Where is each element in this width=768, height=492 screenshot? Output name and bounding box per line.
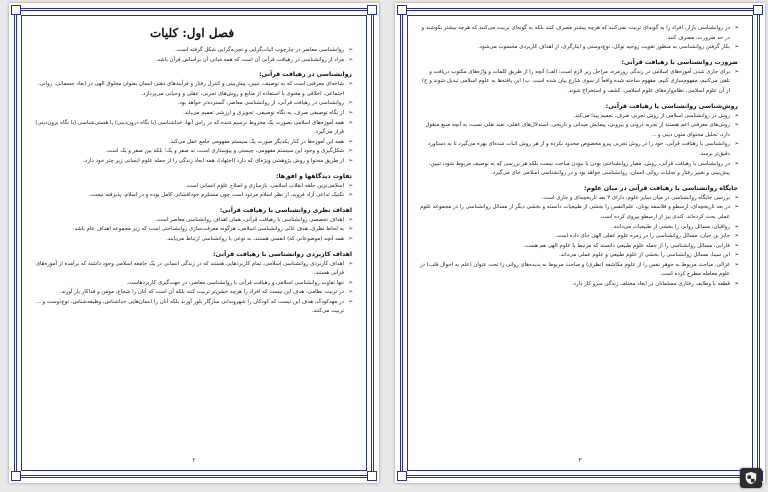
chapter-title: فصل اول: کلیات: [149, 26, 235, 40]
section-heading: جایگاه روانشناسی با رهیافت قرآنی در میان علوم:: [584, 184, 738, 192]
security-shield-icon[interactable]: [740, 468, 762, 488]
list-item: ➢ اهداف کاربردی روانشناسی اسلامی، تمام کاربردهایی هستند که در زندگی انسانی در یک جامعه اسلامی وجود داشته که برآمده از آموزه‌های قرآنی هستند.: [32, 260, 344, 279]
list-item: ➢ ابن سینا، مسائل روانشناسی را بخشی از علوم طبیعی و علوم عملی می‌داند.: [418, 251, 730, 261]
section-list: [32, 80, 352, 166]
list-item: ➢ غزالی، مباحث مربوط به جوهر نفس را از علوم مکاشفه (نظری) و مباحث مربوط به پدیده‌های روانی را تحت عنوان (علم به احوال قلب) در علوم معامله مطرح کرده است.: [418, 261, 730, 280]
list-item: ➢ از نگاه توصیفی صرف، به نگاه توصیفی، تجویزی و ارزشی تعمیم می‌یابد.: [32, 109, 344, 119]
list-item: ➢ شاخه‌ای معرفتی است که به توصیف، تبیین، پیش‌بینی و کنترل رفتار و فرآیندهای ذهنی انسان بعنوان مخلوق الهی در ابعاد جسمانی، روانی، اجتماعی، اخلاقی و معنوی با استفاده از منابع و روش‌های تجربی، عقلی و وحیانی می‌پردازد.: [32, 80, 344, 99]
list-item: ➢ تنها تفاوت روانشناسی اسلامی و رهیافت قرآنی با روانشناسی معاصر، در جهت‌گیری کاربردهاست.: [32, 279, 344, 289]
list-item: ➢ فارابی، مسائل روانشناسی را از جمله علوم طبیعی دانسته که مرتبط با علوم الهی هم هست.: [418, 242, 730, 252]
list-item: ➢ همه آنچه (موضوعاتی که) انفسی هستند، به نوعی با روانشناسی ارتباط می‌یابند.: [32, 235, 344, 245]
page-number: ۳: [578, 457, 582, 464]
intro-list: [32, 46, 352, 65]
section-list: [418, 68, 738, 97]
list-item: ➢ اسلامی‌ترین حلقه انقلاب اسلامی، بازسازی و اصلاح علوم انسانی است.: [32, 182, 344, 192]
page-border: [14, 8, 374, 478]
border-corner-ornament: [11, 471, 21, 481]
shield-glyph: [744, 471, 758, 485]
border-corner-ornament: [11, 5, 21, 15]
page-border: [400, 8, 760, 478]
list-item: ➢ رواقیان، مسائل روانی را بخشی از طبیعیات می‌دانند.: [418, 223, 730, 233]
section-heading: تفاوت دیدگاهها و افق‌ها:: [275, 172, 352, 180]
section-heading: ضرورت روانشناسی با رهیافت قرآنی:: [621, 58, 738, 66]
list-item: ➢ روانشناسی معاصر در چارچوب اثبات‌گرایی و تجربه‌گرایی شکل گرفته است.: [32, 46, 344, 56]
border-corner-ornament: [753, 5, 763, 15]
list-item: ➢ جابر بن حیان، مسائل روانشناسی را در زمره علوم عقلی الهی جای داده است.: [418, 232, 730, 242]
list-item: ➢ به لحاظ نظری، هدف غائی روانشناسی اسلامی، هرگونه معرفت‌سازی روانشناختی است که زیر مجموعه اهداف عام باشد.: [32, 225, 344, 235]
list-item: ➢ بکار گرفتن روانشناسی به منظور تقویت روحیه توکل، نوع‌دوستی و ایثارگری، از اهداف کاربردی محسوب می‌شود.: [418, 43, 730, 53]
intro-list: [418, 24, 738, 53]
list-item: ➢ روانشناسی در رهیافت قرآنی، از روانشناسی معاصر، گسترده‌تر خواهد بود.: [32, 99, 344, 109]
document-page-left: [9, 3, 379, 483]
document-page-right: [395, 3, 765, 483]
section-list: [32, 216, 352, 245]
list-item: ➢ در مهدکودک، هدف این نیست که کودکان را شهروندانی سازگار بلور آورند بلکه آنان را انسان‌هایی خداشناس، وظیفه‌شناس، نوع‌دوست و ... تربیت می‌کنند.: [32, 298, 344, 317]
list-item: ➢ از طریق محتوا و روش پژوهشی ویژه‌ای که دارد (اجتهاد)، همه ابعاد زندگی را از جمله علوم انسانی زیر چتر خود دارد.: [32, 157, 344, 167]
list-item: ➢ در بعد تاریخچه‌ای، ارسطو و فلاسفه یونان، علم‌النفس را بخشی از طبیعیات دانسته و بخشی دیگر از مسائل روانشناسی را در مجموعه علوم عملی بحث کرده‌اند. کندی نیز از ارسطو پیروی کرده است.: [418, 203, 730, 222]
page-content: [21, 15, 367, 471]
section-heading: اهداف کاربردی روانشناسی با رهیافت قرآنی:: [213, 250, 352, 258]
section-list: [418, 112, 738, 179]
border-corner-ornament: [367, 471, 377, 481]
border-corner-ornament: [397, 471, 407, 481]
list-item: ➢ روش در روانشناسی اسلامی از روش تجربی صرف، تعمیم پیدا می‌کند.: [418, 112, 730, 122]
section-heading: اهداف نظری روانشناسی با رهیافت قرآنی:: [219, 206, 352, 214]
section-heading: روانشناسی در رهیافت قرآنی:: [259, 71, 352, 79]
border-corner-ornament: [397, 5, 407, 15]
page-number: ۲: [192, 457, 196, 464]
list-item: ➢ روش‌های معرفتی اعم هستند از تجربه درونی و بیرونی، پیمایش میدانی و تاریخی، استدلال‌های عقلی، تعبد نقلی نسبت به آنچه منبع منقول دارد، تحلیل محتوای متون دینی و ...: [418, 121, 730, 140]
list-item: ➢ برای جاری شدن آموزه‌های اسلامی در زندگی روزمره، مراحل زیر لازم است: الف) آنچه را از طریق کلمات و واژه‌های مکتوب دریافت و تلقی می‌کنیم، مفهوم‌سازی کنیم. مفهوم ساخته شده واقعاً از سوی شارع بیان شده است. ب) این یافته‌ها به علوم اسلامی تبدیل شوند و ج) از آن علوم اسلامی، نظام‌واره‌های علوم اسلامی، کشف و استخراج شوند.: [418, 68, 730, 97]
list-item: ➢ بررسی جایگاه روانشناسی در میان سایر علوم، دارای ۲ بعد تاریخچه‌ای و جاری است.: [418, 194, 730, 204]
list-item: ➢ اهداف تخصصی روانشناسی با رهیافت قرآنی، همان اهداف روانشناسی معاصر است.: [32, 216, 344, 226]
section-list: [418, 194, 738, 290]
list-item: ➢ در روانشناسی با رهیافت قرآنی، روش، معیار روانشناختی بودن یا نبودن مباحث نیست بلکه هر بررسی که به توصیف مربوط شود، تبیین، پیش‌بینی و تغییر رفتار و تجلیات روانی انسان، روانشناسی خواهد بود و در روانشناسی اسلامی جای می‌گیرد.: [418, 160, 730, 179]
border-corner-ornament: [367, 5, 377, 15]
section-heading: روش‌شناسی روانشناسی با رهیافت قرآنی:: [605, 102, 738, 110]
list-item: ➢ تکنیک تداعی آزاد فروید، از نظر اسلام مردود است چون مستلزم خودافشایی کامل بوده و در اسلام، پذیرفته نیست.: [32, 191, 344, 201]
page-content: [407, 15, 753, 471]
list-item: ➢ همه آموزه‌های اسلامی بصورت یک مخروط ترسیم شده که در راس آنها، خداشناسی (با نگاه درون‌دینی) یا هستی‌شناسی (با نگاه برون‌دینی) قرار می‌گیرد.: [32, 119, 344, 138]
section-list: [32, 260, 352, 318]
list-item: ➢ روانشناسی با رهیافت قرآنی، خود را در روش تجربی پیرو مخصوص محدود نکرده و از هر روش اثبات شده‌ای بهره می‌گیرد تا به دستاورد دقیق‌تر برسد.: [418, 140, 730, 159]
list-item: ➢ شکل‌گیری و وجود این سیستم مفهومی، چیستی و پیوستاری است، نه صفر و یک؛ بلکه بین صفر و یک است.: [32, 147, 344, 157]
list-item: ➢ قطعه با وظایف رفتاری مسلمانان در ابعاد مختلف زندگی سرو کار دارد.: [418, 280, 730, 290]
list-item: ➢ مراد از روانشناسی در رهیافت قرآنی آن است که همه مبانی آن براساس قرآن باشد.: [32, 56, 344, 66]
list-item: ➢ در روانشناسی بازار، افراد را به گونه‌ای تربیت نمی‌کنند که هرچه بیشتر مصرف کنند بلکه به گونه‌ای تربیت می‌کنند که هرچه بیشتر بکوشند و در حد ضرورت، مصرف کنند.: [418, 24, 730, 43]
list-item: ➢ در تربیت نظامی، هدف این نیست که افراد را هرچه خشن‌تر تربیت کنند بلکه آن است که آنان را شجاع، مومن و فداکار بار آورند.: [32, 288, 344, 298]
list-item: ➢ همه این آموزه‌ها در کنار یکدیگر صورت یک سیستم مفهومی جامع عمل می‌کند.: [32, 138, 344, 148]
section-list: [32, 182, 352, 201]
